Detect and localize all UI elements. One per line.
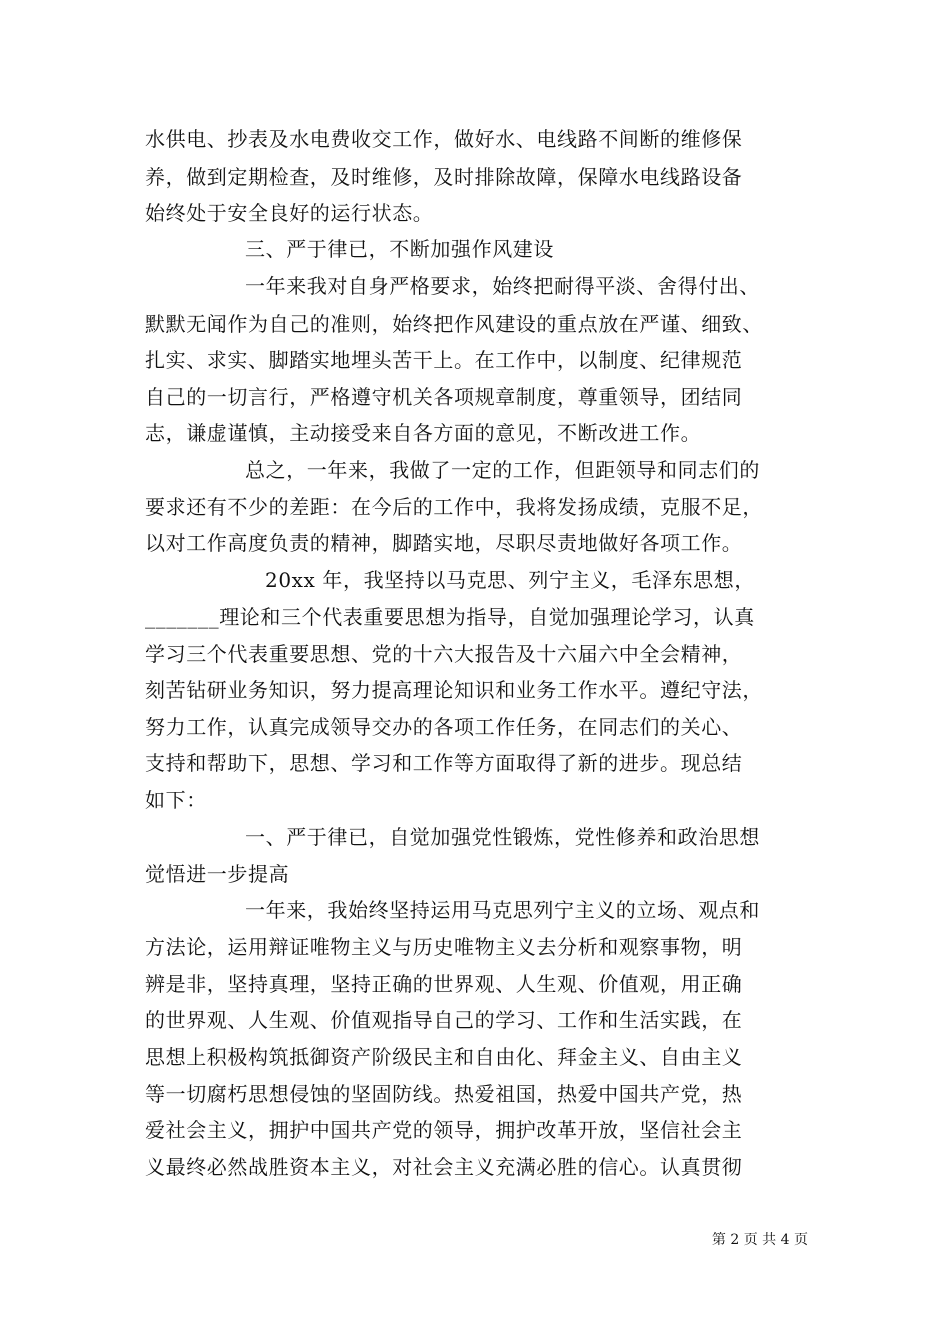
text-line: 支持和帮助下，思想、学习和工作等方面取得了新的进步。现总结 [145, 751, 743, 775]
text-line: 思想上积极构筑抵御资产阶级民主和自由化、拜金主义、自由主义 [145, 1045, 743, 1069]
page-number-footer: 第 2 页 共 4 页 [711, 1232, 808, 1248]
text-line: 如下： [145, 788, 207, 812]
text-line: 爱社会主义，拥护中国共产党的领导，拥护改革开放，坚信社会主 [145, 1118, 743, 1142]
text-line: 方法论，运用辩证唯物主义与历史唯物主义去分析和观察事物，明 [145, 935, 743, 959]
text-line: 以对工作高度负责的精神，脚踏实地，尽职尽责地做好各项工作。 [145, 531, 743, 555]
text-line: 默默无闻作为自己的准则，始终把作风建设的重点放在严谨、细致、 [145, 312, 763, 336]
text-line: 扎实、求实、脚踏实地埋头苦干上。在工作中，以制度、纪律规范 [145, 348, 743, 372]
text-line: 义最终必然战胜资本主义，对社会主义充满必胜的信心。认真贯彻 [145, 1155, 743, 1179]
section-heading-continued: 觉悟进一步提高 [145, 862, 290, 886]
text-line: 辨是非，坚持真理，坚持正确的世界观、人生观、价值观，用正确 [145, 972, 743, 996]
text-line: 学习三个代表重要思想、党的十六大报告及十六届六中全会精神， [145, 642, 743, 666]
text-line: 的世界观、人生观、价值观指导自己的学习、工作和生活实践，在 [145, 1008, 743, 1032]
text-line: 自己的一切言行，严格遵守机关各项规章制度，尊重领导，团结同 [145, 385, 743, 409]
text-line: 努力工作，认真完成领导交办的各项工作任务，在同志们的关心、 [145, 715, 743, 739]
section-heading: 一、严于律已，自觉加强党性锻炼，党性修养和政治思想 [245, 825, 760, 849]
paragraph-start: 20xx 年，我坚持以马克思、列宁主义，毛泽东思想， [265, 568, 755, 592]
paragraph-start: 一年来我对自身严格要求，始终把耐得平淡、舍得付出、 [245, 274, 760, 298]
section-heading: 三、严于律已，不断加强作风建设 [245, 237, 554, 261]
text-line: 等一切腐朽思想侵蚀的坚固防线。热爱祖国，热爱中国共产党，热 [145, 1082, 743, 1106]
text-line: 养，做到定期检查，及时维修，及时排除故障，保障水电线路设备 [145, 165, 743, 189]
paragraph-start: 一年来，我始终坚持运用马克思列宁主义的立场、观点和 [245, 898, 760, 922]
text-line: 始终处于安全良好的运行状态。 [145, 201, 434, 225]
text-line: _______理论和三个代表重要思想为指导，自觉加强理论学习，认真 [145, 605, 755, 629]
text-line: 水供电、抄表及水电费收交工作，做好水、电线路不间断的维修保 [145, 127, 743, 151]
text-line: 要求还有不少的差距：在今后的工作中，我将发扬成绩，克服不足， [145, 495, 763, 519]
text-line: 刻苦钻研业务知识，努力提高理论知识和业务工作水平。遵纪守法， [145, 678, 763, 702]
paragraph-start: 总之，一年来，我做了一定的工作，但距领导和同志们的 [245, 458, 760, 482]
text-line: 志，谦虚谨慎，主动接受来自各方面的意见，不断改进工作。 [145, 421, 702, 445]
